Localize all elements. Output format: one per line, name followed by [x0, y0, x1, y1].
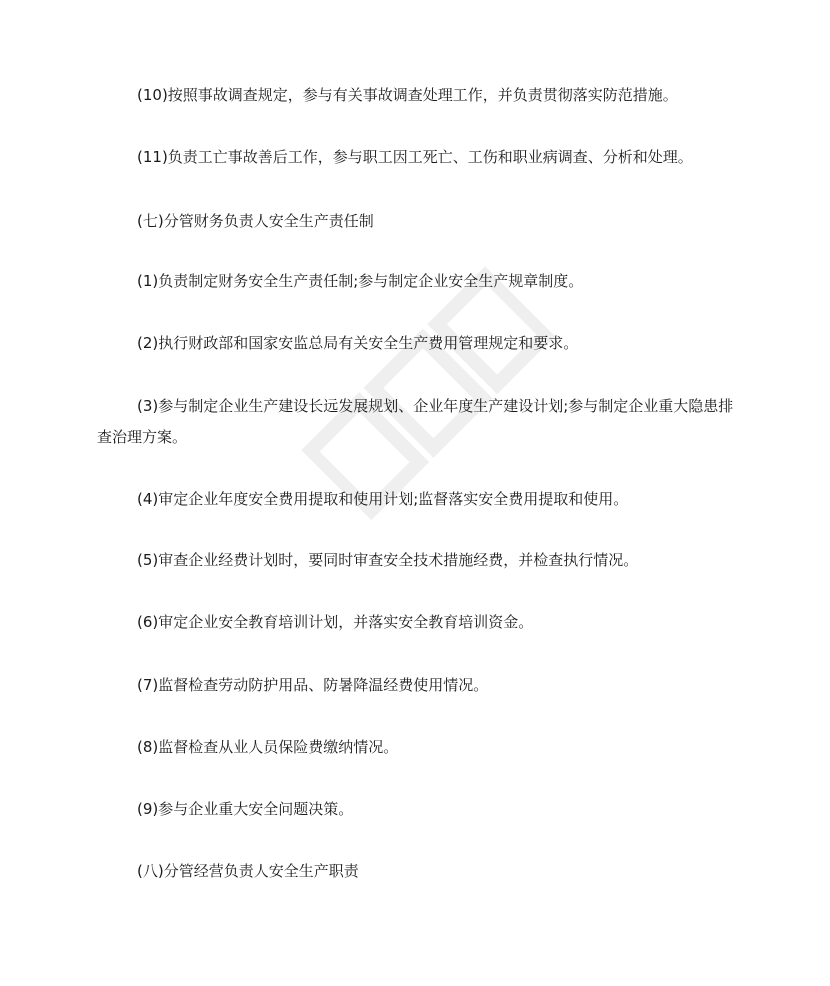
paragraph-8-insurance: (8)监督检查从业人员保险费缴纳情况。	[137, 738, 399, 756]
paragraph-11-fatality-aftermath: (11)负责工亡事故善后工作，参与职工因工死亡、工伤和职业病调查、分析和处理。	[137, 148, 693, 166]
paragraph-3-development-planning: (3)参与制定企业生产建设长远发展规划、企业年度生产建设计划;参与制定企业重大隐患排查治理方案。	[97, 397, 734, 446]
paragraph-10-accident-investigation: (10)按照事故调查规定，参与有关事故调查处理工作，并负责贯彻落实防范措施。	[137, 86, 678, 104]
paragraph-2-cost-management: (2)执行财政部和国家安监总局有关安全生产费用管理规定和要求。	[137, 334, 579, 352]
section-heading-finance-responsibility: (七)分管财务负责人安全生产责任制	[137, 212, 374, 230]
paragraph-4-safety-expense-plan: (4)审定企业年度安全费用提取和使用计划;监督落实安全费用提取和使用。	[137, 490, 629, 508]
paragraph-7-protective-equipment: (7)监督检查劳动防护用品、防暑降温经费使用情况。	[137, 676, 489, 694]
paragraph-9-safety-decisions: (9)参与企业重大安全问题决策。	[137, 800, 354, 818]
paragraph-5-fund-review: (5)审查企业经费计划时，要同时审查安全技术措施经费，并检查执行情况。	[137, 551, 639, 569]
paragraph-1-finance-system: (1)负责制定财务安全生产责任制;参与制定企业安全生产规章制度。	[137, 272, 584, 290]
section-heading-operations-responsibility: (八)分管经营负责人安全生产职责	[137, 862, 359, 880]
paragraph-6-training-plan: (6)审定企业安全教育培训计划，并落实安全教育培训资金。	[137, 613, 534, 631]
